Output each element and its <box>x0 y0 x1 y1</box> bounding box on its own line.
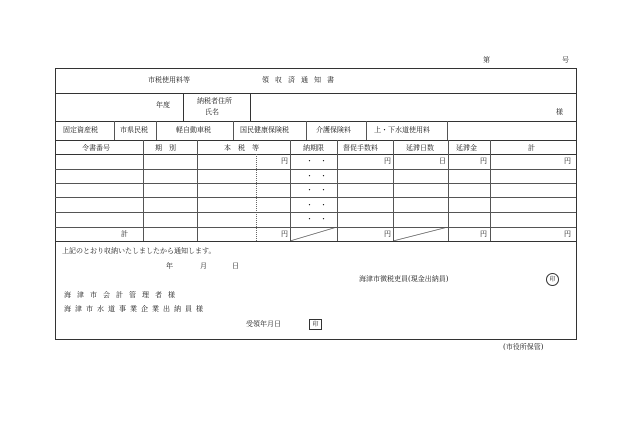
recipient-water: 海津市水道事業企業出納員様 <box>64 305 207 313</box>
received-date-label: 受領年月日 <box>246 320 281 328</box>
address-label: 納税者住所 <box>197 97 232 105</box>
header-overdue-charge: 延滞金 <box>456 144 477 152</box>
category-health-insurance: 国民健康保険税 <box>240 126 289 134</box>
year-label: 年度 <box>156 101 170 109</box>
category-care-insurance: 介護保険料 <box>316 126 351 134</box>
seal-mark: 印 <box>546 273 559 286</box>
header-reminder-fee: 督促手数料 <box>343 144 378 152</box>
row-yen-principal: 円 <box>281 157 288 165</box>
header-overdue-days: 延滞日数 <box>406 144 434 152</box>
title-right: 領収済通知書 <box>262 76 340 84</box>
name-label: 氏名 <box>205 108 219 116</box>
notice-text: 上記のとおり収納いたしましたから通知します。 <box>62 247 216 255</box>
category-fixed-asset: 固定資産税 <box>63 126 98 134</box>
notice-month: 月 <box>200 262 207 270</box>
category-water-sewer: 上・下水道使用料 <box>374 126 430 134</box>
row-yen-total: 円 <box>564 157 571 165</box>
number-suffix: 号 <box>562 56 569 64</box>
due-date-dots: ・ ・ <box>306 172 327 180</box>
total-yen-total: 円 <box>564 230 571 238</box>
official-title: 海津市徴税吏員(現金出納員) <box>359 275 449 283</box>
header-notice-number: 令書番号 <box>82 144 110 152</box>
category-resident: 市県民税 <box>120 126 148 134</box>
title-left: 市税使用料等 <box>148 76 190 84</box>
notice-year: 年 <box>166 262 173 270</box>
total-yen-principal: 円 <box>281 230 288 238</box>
total-days-slash <box>393 227 448 241</box>
number-label: 第 <box>483 56 490 64</box>
total-label: 計 <box>121 230 128 238</box>
due-date-dots: ・ ・ <box>306 201 327 209</box>
row-yen-reminder: 円 <box>384 157 391 165</box>
footer-note: (市役所保管) <box>503 343 544 351</box>
header-principal: 本 税 等 <box>224 144 259 152</box>
notice-day: 日 <box>232 262 239 270</box>
honorific: 様 <box>556 108 563 116</box>
due-date-dots: ・ ・ <box>306 157 327 165</box>
header-total: 計 <box>528 144 535 152</box>
total-yen-charge: 円 <box>480 230 487 238</box>
header-period: 期 別 <box>155 144 176 152</box>
total-yen-reminder: 円 <box>384 230 391 238</box>
due-date-dots: ・ ・ <box>306 186 327 194</box>
row-day: 日 <box>439 157 446 165</box>
total-due-date-slash <box>290 227 337 241</box>
header-due-date: 納期限 <box>303 144 324 152</box>
recipient-accountant: 海津市会計管理者様 <box>64 291 181 299</box>
row-yen-charge: 円 <box>480 157 487 165</box>
category-light-vehicle: 軽自動車税 <box>176 126 211 134</box>
received-seal: 印 <box>309 319 322 330</box>
due-date-dots: ・ ・ <box>306 215 327 223</box>
